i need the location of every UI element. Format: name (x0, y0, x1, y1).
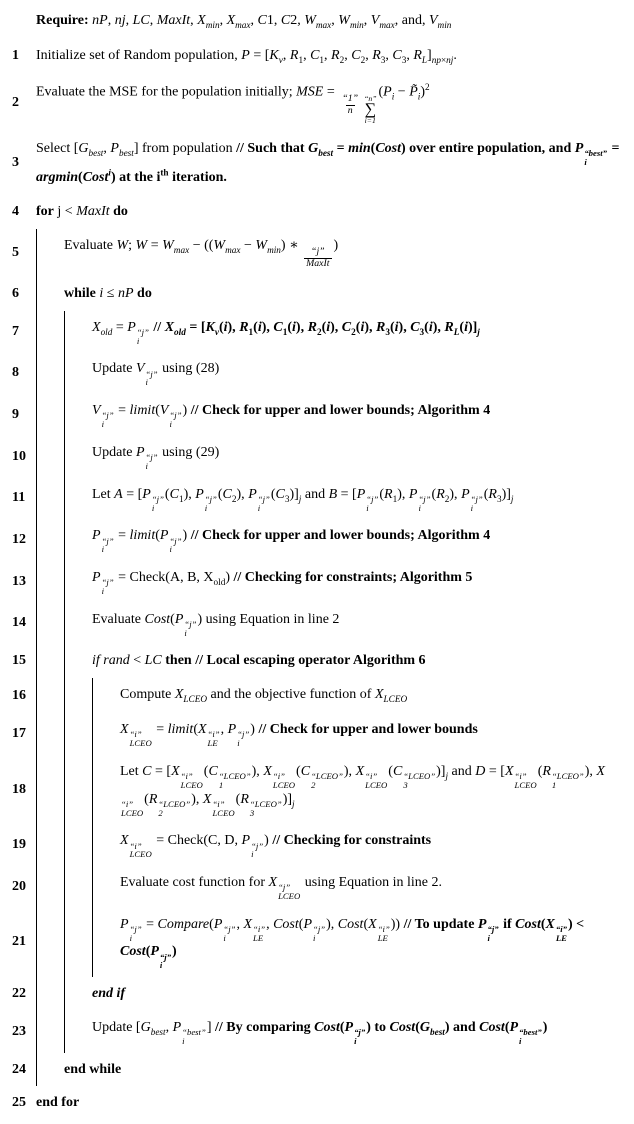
indent-rule (92, 678, 120, 713)
indent-rule (36, 824, 64, 866)
line-content: P j i = Compare(P j i , X i LE , Cost(P j i ), Cost(X i LE )) // To update P j i if Cost(X i LE ) < Cost(P j i ) (120, 916, 585, 971)
line-content: Update V j i using (28) (92, 361, 220, 388)
line-number: 11 (12, 490, 26, 506)
algorithm-line (6, 352, 626, 394)
algorithm-line (6, 644, 626, 678)
indent-rule (36, 478, 64, 520)
indent-rules (36, 1053, 64, 1087)
indent-rule (64, 394, 92, 436)
line-number: 21 (12, 934, 26, 950)
indent-rule (36, 394, 64, 436)
indent-rule (64, 478, 92, 520)
line-number: 24 (12, 1061, 26, 1077)
line-number: 15 (12, 653, 26, 669)
indent-rule (36, 229, 64, 277)
algorithm-line (6, 908, 626, 977)
line-number: 8 (12, 365, 19, 381)
algorithm-line (6, 132, 626, 195)
indent-rule (36, 644, 64, 678)
indent-rule (36, 603, 64, 645)
indent-rule (64, 713, 92, 755)
line-number: 5 (12, 244, 19, 260)
indent-rule (92, 866, 120, 908)
line-content: V j i = limit(V j i ) // Check for upper and lower bounds; Algorithm 4 (92, 403, 491, 430)
indent-rule (36, 352, 64, 394)
line-number: 6 (12, 285, 19, 301)
algorithm-line (6, 277, 626, 311)
algorithm-line (6, 4, 626, 39)
indent-rule (64, 436, 92, 478)
indent-rules (36, 908, 120, 977)
line-content: while i ≤ nP do (64, 285, 152, 301)
indent-rules (36, 603, 92, 645)
algorithm-line (6, 195, 626, 229)
indent-rules (36, 311, 92, 353)
line-content: X i LCEO = Check(C, D, P j i ) // Checking for constraints (120, 833, 432, 860)
indent-rule (36, 908, 64, 977)
line-content: P j i = Check(A, B, $X_{old}$) // Checking for constraints; Algorithm 5 (92, 569, 473, 596)
line-number: 18 (12, 781, 26, 797)
indent-rule (36, 1011, 64, 1053)
line-number: 1 (12, 48, 19, 64)
algorithm-line (6, 866, 626, 908)
line-number: 20 (12, 878, 26, 894)
indent-rules (36, 644, 92, 678)
line-content: if rand < LC then // Local escaping operator Algorithm 6 (92, 653, 426, 669)
indent-rules (36, 678, 120, 713)
line-content: $X_{old} = P$ j i // $X_{old} = [K_v(i)$, $R_1(i)$, $C_1(i)$, $R_2(i)$, $C_2(i)$, $R_3(i)$, $C_3(i)$, $R_L(i)]_j$ (92, 319, 480, 346)
line-number: 17 (12, 725, 26, 741)
line-number: 7 (12, 323, 19, 339)
algorithm-line (6, 229, 626, 277)
indent-rule (64, 908, 92, 977)
algorithm-line (6, 311, 626, 353)
line-number: 4 (12, 203, 19, 219)
indent-rules (36, 277, 64, 311)
indent-rules (36, 561, 92, 603)
indent-rules (36, 755, 120, 824)
indent-rule (36, 1053, 64, 1087)
indent-rule (36, 977, 64, 1011)
line-content: Let C = [X i LCEO (C LCEO 1 ), X i LCEO (C LCEO 2 ), X i LCEO (C LCEO 3 )]$_j$ and D = [X i LCEO (R LCEO 1 ), X i LCEO (R LCEO 2 ), X i LCEO (R LCEO 3 )]$_j$ (120, 763, 605, 818)
indent-rule (64, 352, 92, 394)
indent-rules (36, 519, 92, 561)
indent-rules (36, 824, 120, 866)
algorithm-line (6, 1086, 626, 1120)
algorithm-line (6, 678, 626, 713)
line-content: Evaluate the MSE for the population initially; MSE = $\frac{1}{n}$ n ∑ i=1 ($P_i$ − $P̃_i)^2$ (36, 81, 430, 126)
indent-rule (36, 755, 64, 824)
line-content: Select [$G_{best}$, $P_{best}$] from population // Such that $G_{best}$ = min(Cost) over entire population, and P best i = argmin(Cost$^i$) at the $i^{th}$ iteration. (36, 140, 620, 186)
indent-rule (92, 755, 120, 824)
indent-rule (36, 713, 64, 755)
line-number: 13 (12, 573, 26, 589)
indent-rule (92, 713, 120, 755)
algorithm-line (6, 39, 626, 74)
indent-rules (36, 713, 120, 755)
indent-rules (36, 977, 92, 1011)
line-content: for j < MaxIt do (36, 204, 128, 220)
indent-rule (36, 436, 64, 478)
indent-rule (64, 824, 92, 866)
line-content: Evaluate Cost(P j i ) using Equation in line 2 (92, 611, 340, 638)
indent-rule (36, 561, 64, 603)
indent-rule (64, 977, 92, 1011)
line-number: 16 (12, 687, 26, 703)
indent-rules (36, 1011, 92, 1053)
indent-rules (36, 866, 120, 908)
algorithm-line (6, 74, 626, 132)
line-number: 3 (12, 155, 19, 171)
line-number: 9 (12, 406, 19, 422)
indent-rules (36, 478, 92, 520)
line-content: Let A = [P j i $(C_1)$, P j i $(C_2)$, P j i $(C_3)]_j$ and B = [P j i $(R_1)$, P j i $(R_2)$, P j i $(R_3)]_j$ (92, 486, 514, 513)
indent-rule (64, 1011, 92, 1053)
algorithm-line (6, 394, 626, 436)
line-content: Require: nP, nj, LC, MaxIt, $X_{min}$, $X_{max}$, C1, C2, $W_{max}$, $W_{min}$, $V_{max}$, and, $V_{min}$ (36, 13, 452, 30)
indent-rule (36, 866, 64, 908)
line-content: X i LCEO = limit(X i LE , P j i ) // Check for upper and lower bounds (120, 722, 478, 749)
line-content: Update P j i using (29) (92, 444, 220, 471)
indent-rule (64, 603, 92, 645)
indent-rules (36, 394, 92, 436)
algorithm-line (6, 755, 626, 824)
line-content: Evaluate cost function for X j LCEO using Equation in line 2. (120, 874, 443, 901)
line-content: P j i = limit(P j i ) // Check for upper and lower bounds; Algorithm 4 (92, 528, 491, 555)
algorithm-line (6, 478, 626, 520)
indent-rule (36, 277, 64, 311)
line-number: 2 (12, 94, 19, 110)
line-content: Update [$G_{best}$, P best i ] // By comparing Cost(P j i ) to $Cost(G_{best})$ and Cost(P best i ) (92, 1019, 548, 1046)
line-number (6, 4, 36, 39)
indent-rule (36, 519, 64, 561)
indent-rule (36, 311, 64, 353)
indent-rule (64, 755, 92, 824)
indent-rule (64, 644, 92, 678)
algorithm-line (6, 824, 626, 866)
algorithm-line (6, 713, 626, 755)
indent-rules (36, 229, 64, 277)
line-number: 23 (12, 1023, 26, 1039)
line-number: 22 (12, 985, 26, 1001)
indent-rule (36, 678, 64, 713)
algorithm-line (6, 1011, 626, 1053)
line-content: end while (64, 1061, 122, 1077)
line-content: Initialize set of Random population, $P = [K_v$, $R_1$, $C_1$, $R_2$, $C_2$, $R_3$, $C_3$, $R_L]_{np\times nj}$. (36, 47, 457, 65)
line-content: Compute $X_{LCEO}$ and the objective function of $X_{LCEO}$ (120, 687, 408, 704)
indent-rule (64, 519, 92, 561)
indent-rule (64, 311, 92, 353)
line-content: Evaluate W; $W = W_{max} - ((W_{max} - W_{min})$ ∗ j MaxIt ) (64, 237, 339, 270)
indent-rules (36, 352, 92, 394)
indent-rule (64, 866, 92, 908)
algorithm-line (6, 1053, 626, 1087)
line-number: 19 (12, 837, 26, 853)
algorithm-line (6, 561, 626, 603)
line-content: end if (92, 986, 126, 1002)
algorithm-line (6, 519, 626, 561)
line-number: 12 (12, 532, 26, 548)
algorithm-line (6, 603, 626, 645)
algorithm-line (6, 436, 626, 478)
line-number: 10 (12, 448, 26, 464)
indent-rule (64, 678, 92, 713)
line-content: end for (36, 1095, 80, 1111)
indent-rule (64, 561, 92, 603)
indent-rule (92, 824, 120, 866)
indent-rule (92, 908, 120, 977)
line-number: 14 (12, 615, 26, 631)
algorithm-line (6, 977, 626, 1011)
line-number: 25 (12, 1095, 26, 1111)
indent-rules (36, 436, 92, 478)
